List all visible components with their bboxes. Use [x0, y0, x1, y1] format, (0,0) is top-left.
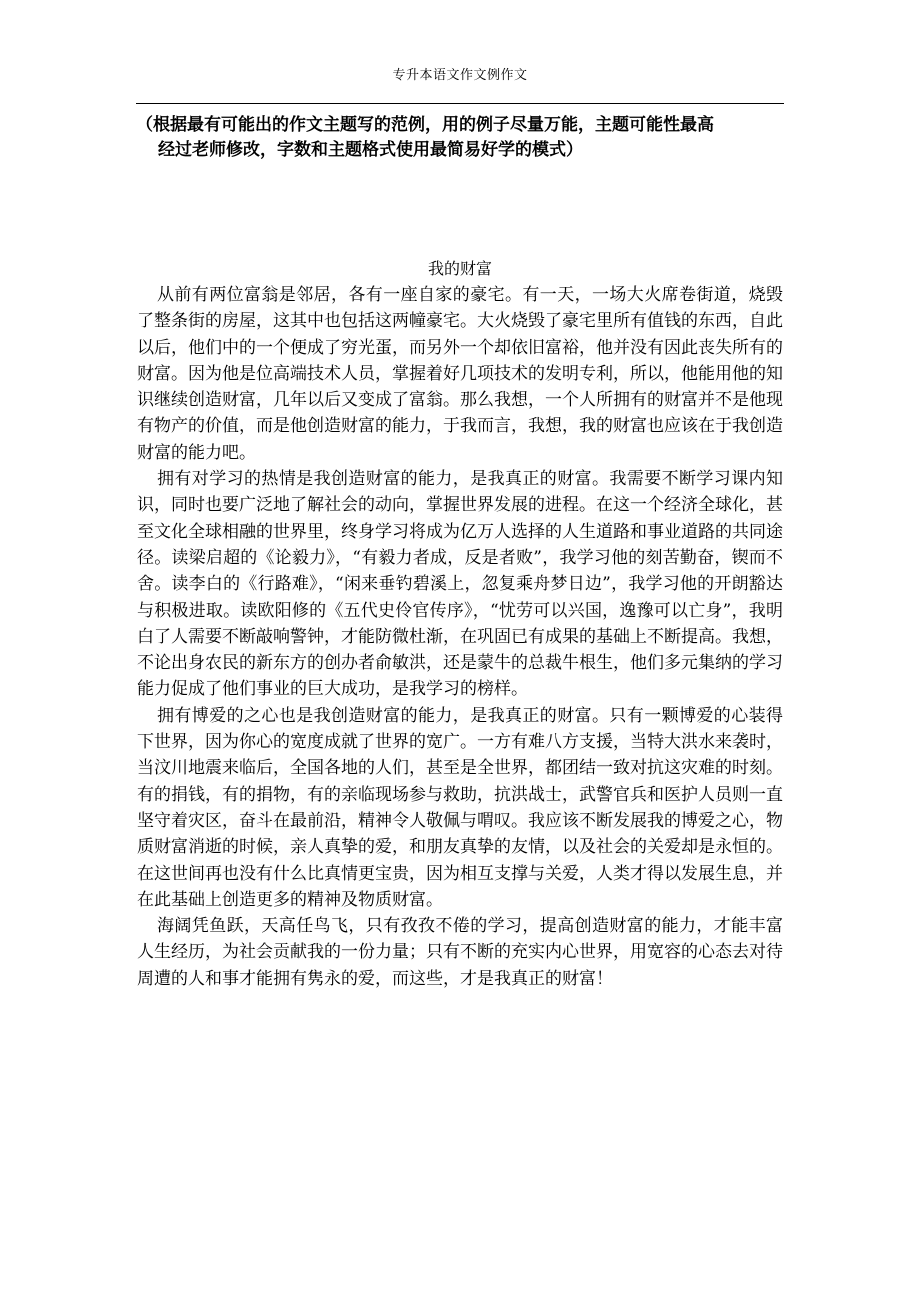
- header-divider: [136, 103, 784, 104]
- essay-paragraph-4: 海阔凭鱼跃，天高任鸟飞，只有孜孜不倦的学习，提高创造财富的能力，才能丰富人生经历，为社会贡献我的一份力量；只有不断的充实内心世界，用宽容的心态去对待周遭的人和事才能拥有隽永的爱，而这些，才是我真正的财富！: [137, 916, 783, 989]
- essay-title: 我的财富: [427, 259, 492, 278]
- essay-body: [137, 282, 783, 992]
- essay-paragraph-3: 拥有博爱的之心也是我创造财富的能力，是我真正的财富。只有一颗博爱的心装得下世界，因为你心的宽度成就了世界的宽广。一方有难八方支援，当特大洪水来袭时，当汶川地震来临后，全国各地的人们，甚至是全世界，都团结一致对抗这灾难的时刻。有的捐钱，有的捐物，有的亲临现场参与救助，抗洪战士，武警官兵和医护人员则一直坚守着灾区，奋斗在最前沿，精神令人敬佩与喟叹。我应该不断发展我的博爱之心，物质财富消逝的时候，亲人真挚的爱，和朋友真挚的友情，以及社会的关爱却是永恒的。在这世间再也没有什么比真情更宝贵，因为相互支撑与关爱，人类才得以发展生息，并在此基础上创造更多的精神及物质财富。: [137, 705, 783, 910]
- instruction-note-line-2: 经过老师修改，字数和主题格式使用最简易好学的模式）: [158, 140, 583, 160]
- page-header-title: 专升本语文作文例作文: [392, 68, 528, 83]
- essay-paragraph-2: 拥有对学习的热情是我创造财富的能力，是我真正的财富。我需要不断学习课内知识，同时也要广泛地了解社会的动向，掌握世界发展的进程。在这一个经济全球化，甚至文化全球相融的世界里，终身学习将成为亿万人选择的人生道路和事业道路的共同途径。读梁启超的《论毅力》，“有毅力者成，反是者败”，我学习他的刻苦勤奋，锲而不舍。读李白的《行路难》，“闲来垂钓碧溪上，忽复乘舟梦日边”，我学习他的开朗豁达与积极进取。读欧阳修的《五代史伶官传序》，“忧劳可以兴国，逸豫可以亡身”，我明白了人需要不断敲响警钟，才能防微杜渐，在巩固已有成果的基础上不断提高。我想，不论出身农民的新东方的创办者俞敏洪，还是蒙牛的总裁牛根生，他们多元集纳的学习能力促成了他们事业的巨大成功，是我学习的榜样。: [137, 469, 783, 700]
- instruction-note: [136, 113, 784, 163]
- instruction-note-line-1: （根据最有可能出的作文主题写的范例，用的例子尽量万能，主题可能性最高: [136, 115, 714, 135]
- essay-paragraph-1: 从前有两位富翁是邻居，各有一座自家的豪宅。有一天，一场大火席卷街道，烧毁了整条街的房屋，这其中也包括这两幢豪宅。大火烧毁了豪宅里所有值钱的东西，自此以后，他们中的一个便成了穷光蛋，而另外一个却依旧富裕，他并没有因此丧失所有的财富。因为他是位高端技术人员，掌握着好几项技术的发明专利，所以，他能用他的知识继续创造财富，几年以后又变成了富翁。那么我想，一个人所拥有的财富并不是他现有物产的价值，而是他创造财富的能力，于我而言，我想，我的财富也应该在于我创造财富的能力吧。: [137, 285, 783, 463]
